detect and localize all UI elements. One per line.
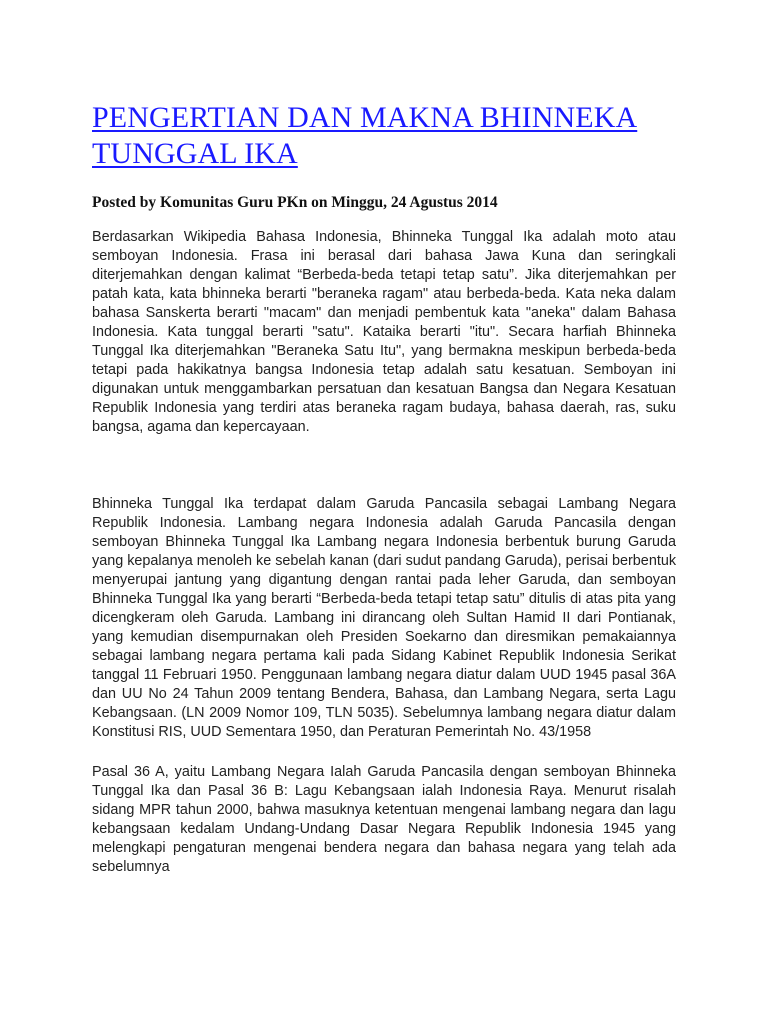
- paragraph-1: Berdasarkan Wikipedia Bahasa Indonesia, Bhinneka Tunggal Ika adalah moto atau semboyan Indonesia. Frasa ini berasal dari bahasa Jawa Kuna dan seringkali diterjemahkan dengan kalimat “Berbeda-beda tetapi tetap satu”. Jika diterjemahkan per patah kata, kata bhinneka berarti "beraneka ragam" atau berbeda-beda. Kata neka dalam bahasa Sanskerta berarti "macam" dan menjadi pembentuk kata "aneka" dalam Bahasa Indonesia. Kata tunggal berarti "satu". Kataika berarti "itu". Secara harfiah Bhinneka Tunggal Ika diterjemahkan "Beraneka Satu Itu", yang bermakna meskipun berbeda-beda tetapi pada hakikatnya bangsa Indonesia tetap adalah satu kesatuan. Semboyan ini digunakan untuk menggambarkan persatuan dan kesatuan Bangsa dan Negara Kesatuan Republik Indonesia yang terdiri atas beraneka ragam budaya, bahasa daerah, ras, suku bangsa, agama dan kepercayaan.: [92, 229, 676, 435]
- article-title[interactable]: PENGERTIAN DAN MAKNA BHINNEKA TUNGGAL IKA: [92, 101, 638, 170]
- paragraph-3: Pasal 36 A, yaitu Lambang Negara Ialah Garuda Pancasila dengan semboyan Bhinneka Tunggal Ika dan Pasal 36 B: Lagu Kebangsaan ialah Indonesia Raya. Menurut risalah sidang MPR tahun 2000, bahwa masuknya ketentuan mengenai lambang negara dan lagu kebangsaan kedalam Undang-Undang Dasar Negara Republik Indonesia 1945 yang melengkapi pengaturan mengenai bendera negara dan bahasa negara yang telah ada sebelumnya: [92, 764, 676, 875]
- post-byline: Posted by Komunitas Guru PKn on Minggu, 24 Agustus 2014: [92, 194, 498, 211]
- paragraph-spacer: [92, 437, 676, 495]
- paragraph-2: Bhinneka Tunggal Ika terdapat dalam Garuda Pancasila sebagai Lambang Negara Republik Indonesia. Lambang negara Indonesia adalah Garuda Pancasila dengan semboyan Bhinneka Tunggal Ika Lambang negara Indonesia berbentuk burung Garuda yang kepalanya menoleh ke sebelah kanan (dari sudut pandang Garuda), perisai berbentuk menyerupai jantung yang digantung dengan rantai pada leher Garuda, dan semboyan Bhinneka Tunggal Ika yang berarti “Berbeda-beda tetapi tetap satu” ditulis di atas pita yang dicengkeram oleh Garuda. Lambang ini dirancang oleh Sultan Hamid II dari Pontianak, yang kemudian disempurnakan oleh Presiden Soekarno dan diresmikan pemakaiannya sebagai lambang negara pertama kali pada Sidang Kabinet Republik Indonesia Serikat tanggal 11 Februari 1950. Penggunaan lambang negara diatur dalam UUD 1945 pasal 36A dan UU No 24 Tahun 2009 tentang Bendera, Bahasa, dan Lambang Negara, serta Lagu Kebangsaan. (LN 2009 Nomor 109, TLN 5035). Sebelumnya lambang negara diatur dalam Konstitusi RIS, UUD Sementara 1950, dan Peraturan Pemerintah No. 43/1958: [92, 496, 677, 740]
- paragraph-spacer: [92, 742, 676, 763]
- document-page: [92, 100, 676, 877]
